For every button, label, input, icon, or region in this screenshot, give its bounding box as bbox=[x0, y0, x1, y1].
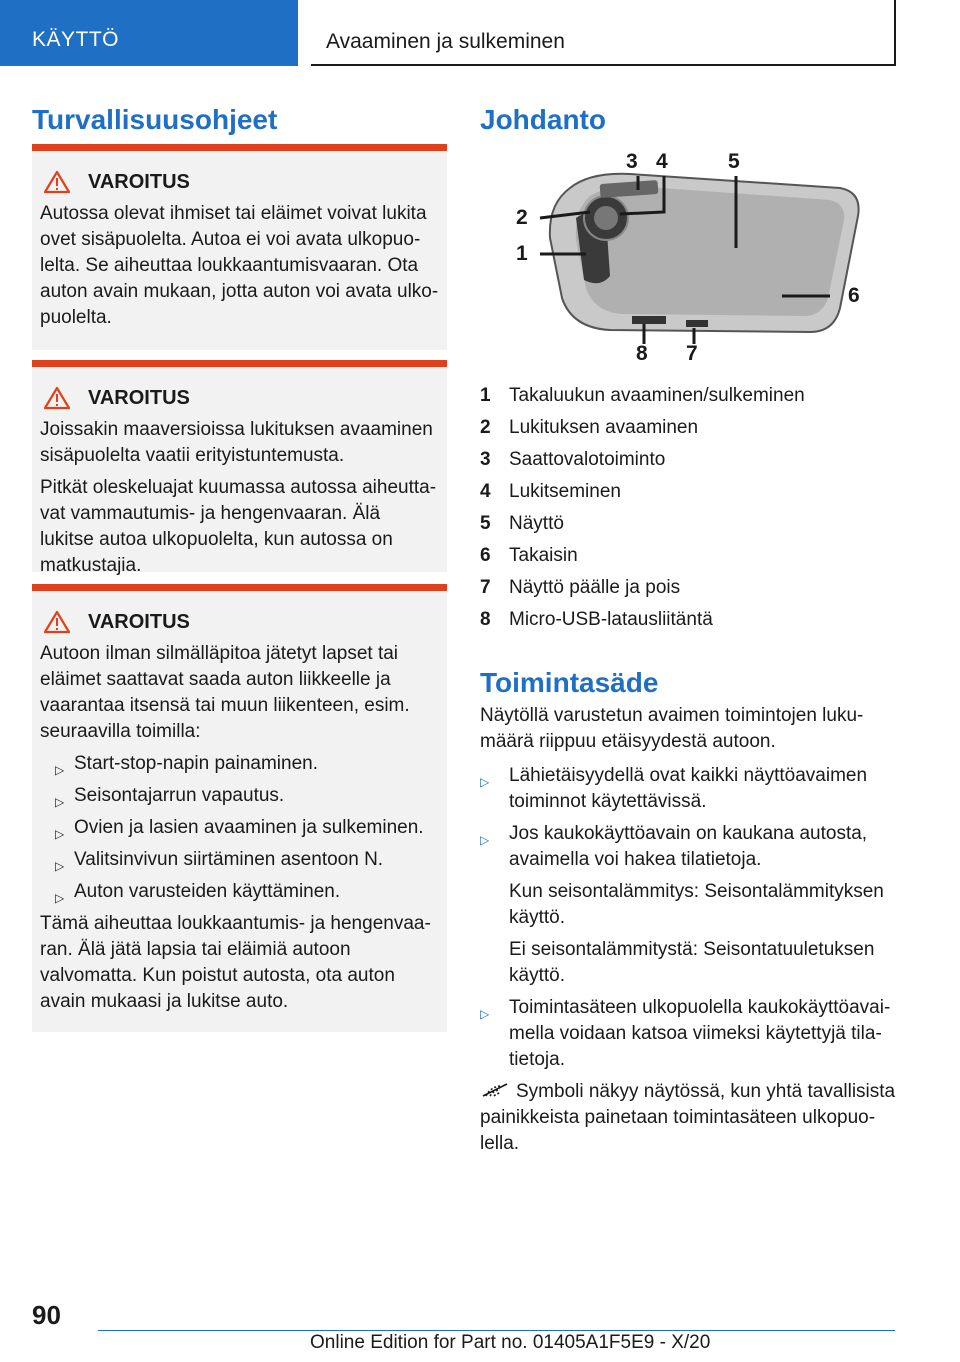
list-item: ▷ Lähietäisyydellä ovat kaikki näyttöavaimen toiminnot käytettävissä. bbox=[480, 765, 868, 812]
triangle-bullet-icon: ▷ bbox=[55, 859, 65, 873]
triangle-bullet-icon: ▷ bbox=[480, 833, 490, 847]
triangle-bullet-icon: ▷ bbox=[55, 891, 65, 905]
warning-box-1 bbox=[32, 144, 447, 350]
callout-2: 2 bbox=[516, 206, 528, 229]
edition-note: Online Edition for Part no. 01405A1F5E9 - X/20 bbox=[310, 1332, 711, 1353]
no-signal-icon bbox=[480, 1082, 510, 1098]
header-topic-box bbox=[311, 0, 896, 66]
warning-text: Pitkät oleskeluajat kuumassa autossa aiheuttavat vammautumis- ja hengenvaaran. Älä lukitse autoa ulkopuolelta, kun autossa on matkustajia. bbox=[40, 477, 437, 576]
list-item: ▷ Jos kaukokäyttöavain on kaukana autosta, avaimella voi hakea tilatietoja. Kun seisontalämmitys: Seisontalämmityksen käyttö. Ei seisontalämmitystä: Seisontatuuletuksen käyttö. bbox=[480, 821, 900, 989]
triangle-bullet-icon: ▷ bbox=[480, 775, 490, 789]
callout-8: 8 bbox=[636, 342, 648, 365]
warning-triangle-icon bbox=[44, 386, 70, 410]
range-intro: Näytöllä varustetun avaimen toimintojen lukumäärä riippuu etäisyydestä autoon. bbox=[480, 705, 864, 752]
list-item: ▷ Auton varusteiden käyttäminen. bbox=[40, 879, 439, 905]
page-number: 90 bbox=[32, 1300, 61, 1330]
callout-1: 1 bbox=[516, 242, 528, 265]
display-key-figure bbox=[510, 148, 870, 370]
intro-heading: Johdanto bbox=[480, 104, 606, 135]
legend-row: 6 Takaisin bbox=[480, 545, 578, 566]
list-item: ▷ Toimintasäteen ulkopuolella kaukokäyttöavaimella voidaan katsoa viimeksi käytettyjä tilatietoja. bbox=[480, 997, 891, 1070]
legend-row: 3 Saattovalotoiminto bbox=[480, 449, 666, 470]
callout-7: 7 bbox=[686, 342, 698, 365]
list-item: ▷ Valitsinvivun siirtäminen asentoon N. bbox=[40, 847, 439, 873]
list-item: ▷ Ovien ja lasien avaaminen ja sulkeminen. bbox=[40, 815, 439, 841]
legend-row: 2 Lukituksen avaaminen bbox=[480, 417, 699, 438]
header-section-label: KÄYTTÖ bbox=[32, 28, 120, 51]
callout-3: 3 bbox=[626, 150, 638, 173]
footer-rule bbox=[98, 1330, 895, 1331]
triangle-bullet-icon: ▷ bbox=[55, 763, 65, 777]
warning-label: VAROITUS bbox=[88, 386, 190, 409]
callout-6: 6 bbox=[848, 284, 860, 307]
symbol-paragraph: Symboli näkyy näytössä, kun yhtä tavallisista painikkeista painetaan toimintasäteen ulkopuolella. bbox=[480, 1081, 896, 1154]
warning-triangle-icon bbox=[44, 170, 70, 194]
warning-label: VAROITUS bbox=[88, 170, 190, 193]
callout-4: 4 bbox=[656, 150, 668, 173]
legend-row: 4 Lukitseminen bbox=[480, 481, 621, 502]
list-item: ▷ Seisontajarrun vapautus. bbox=[40, 783, 439, 809]
legend-row: 1 Takaluukun avaaminen/sulkeminen bbox=[480, 385, 805, 406]
warning-list bbox=[40, 751, 439, 905]
legend-row: 8 Micro-USB-latausliitäntä bbox=[480, 609, 713, 630]
safety-heading: Turvallisuusohjeet bbox=[32, 104, 278, 135]
warning-text: Joissakin maaversioissa lukituksen avaaminen sisäpuolelta vaatii erityistuntemusta. bbox=[40, 419, 433, 466]
header-section-tab bbox=[0, 0, 298, 66]
warning-text: Autoon ilman silmälläpitoa jätetyt lapset tai eläimet saattavat saada auton liikkeelle ja vaarantaa itsensä tai muun liikenteen, esim. seuraavilla toimilla: bbox=[40, 643, 410, 742]
range-heading: Toimintasäde bbox=[480, 667, 659, 698]
list-item: ▷ Start-stop-napin painaminen. bbox=[40, 751, 439, 777]
figure-legend bbox=[480, 380, 890, 636]
warning-text: Tämä aiheuttaa loukkaantumis- ja hengenvaaran. Älä jätä lapsia tai eläimiä autoon valvomatta. Kun poistut autosta, ota auton avain mukaasi ja lukitse auto. bbox=[40, 913, 431, 1012]
range-body bbox=[480, 703, 900, 1157]
range-list bbox=[480, 763, 900, 1073]
sub-paragraph: Ei seisontalämmitystä: Seisontatuuletuksen käyttö. bbox=[509, 939, 875, 986]
warning-box-3 bbox=[32, 584, 447, 1032]
header-topic-label: Avaaminen ja sulkeminen bbox=[326, 30, 565, 53]
triangle-bullet-icon: ▷ bbox=[55, 795, 65, 809]
warning-box-2 bbox=[32, 360, 447, 576]
warning-triangle-icon bbox=[44, 610, 70, 634]
triangle-bullet-icon: ▷ bbox=[55, 827, 65, 841]
warning-label: VAROITUS bbox=[88, 610, 190, 633]
legend-row: 5 Näyttö bbox=[480, 513, 564, 534]
sub-paragraph: Kun seisontalämmitys: Seisontalämmityksen käyttö. bbox=[509, 881, 884, 928]
callout-5: 5 bbox=[728, 150, 740, 173]
triangle-bullet-icon: ▷ bbox=[480, 1007, 490, 1021]
legend-row: 7 Näyttö päälle ja pois bbox=[480, 577, 681, 598]
warning-text: Autossa olevat ihmiset tai eläimet voivat lukita ovet sisäpuolelta. Autoa ei voi avata ulkopuolelta. Se aiheuttaa loukkaantumisvaaran. Ota auton avain mukaan, jotta auton voi avata ulkopuolelta. bbox=[40, 203, 439, 328]
